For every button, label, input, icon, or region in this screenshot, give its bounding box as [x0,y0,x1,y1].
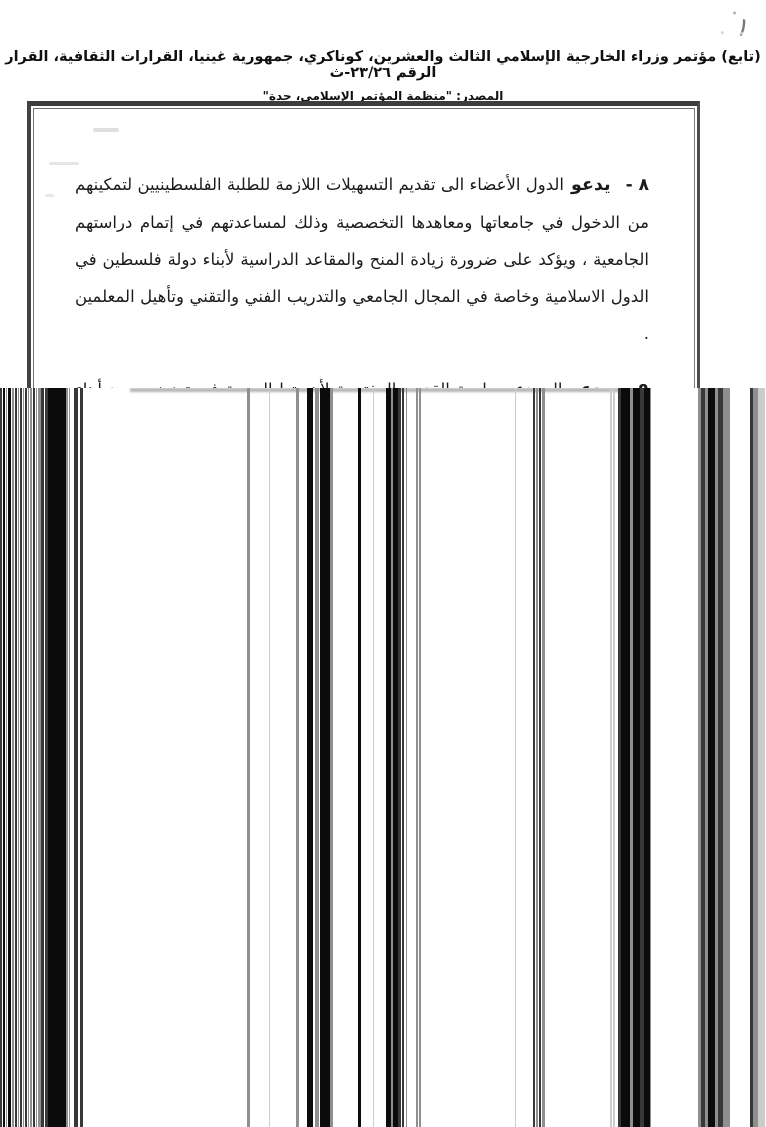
stripe [18,388,19,1127]
stripe [247,388,250,1127]
resolution-frame [27,101,700,400]
stripe [330,388,333,1127]
stripe [315,388,319,1127]
stripe [320,388,330,1127]
scan-corruption-stripes [0,388,766,1127]
stripe [12,388,14,1127]
stripe [6,388,7,1127]
stripe [80,388,83,1127]
stripe [3,388,5,1127]
stripe [8,388,11,1127]
stripe [30,388,32,1127]
stripe [406,388,407,1127]
stripe [373,388,374,1127]
stripe [0,388,2,1127]
stripe [41,388,44,1127]
stripe [633,388,640,1127]
stripe [74,388,78,1127]
stripe [542,388,545,1127]
stripe [763,388,765,1127]
stripe [307,388,313,1127]
paragraph-text: الدول الأعضاء الى تقديم التسهيلات اللازمة للطلبة الفلسطينيين لتمكينهم من الدخول في جامعاتها ومعاهدها التخصصية وذلك لمساعدتهم في إتمام دراستهم الجامعية ، ويؤكد على ضرورة زيادة المنح والمقاعد الدراسية لأبناء دولة فلسطين في الدول الاسلامية وخاصة في المجال الجامعي والتدريب الفني والتقني وتأهيل المعلمين . [75,175,649,343]
handwritten-page-number: ١ [719,5,766,51]
paragraph-number: ٨ - [625,175,649,195]
stripe [269,388,270,1127]
stripe [36,388,37,1127]
stripe [419,388,421,1127]
stripe [28,388,29,1127]
header-title-line: (تابع) مؤتمر وزراء الخارجية الإسلامي الثالث والعشرين، كوناكري، جمهورية غينيا، القرارات الثقافية، القرار الرقم ٢٣/٢٦-ث [5,49,761,81]
stripe [48,388,66,1127]
stripe [416,388,418,1127]
stripe [25,388,27,1127]
stripe [539,388,541,1127]
stripe [708,388,715,1127]
resolution-paragraph-8 [75,166,649,352]
paragraph-keyword: يدعو [570,175,611,195]
stripe [650,388,651,1127]
header-source-line: المصدر: "منظمة المؤتمر الإسلامي، جدة" [262,89,504,103]
document-header [0,49,766,103]
stripe [536,388,538,1127]
stripe [33,388,35,1127]
stripe [23,388,24,1127]
stripe [358,388,361,1127]
stripe [66,388,68,1127]
resolution-text-block [31,106,697,400]
stripe [20,388,22,1127]
stripe [69,388,70,1127]
stripe [402,388,404,1127]
stripe [621,388,630,1127]
stripe [15,388,17,1127]
stripe [723,388,730,1127]
stripe [515,388,516,1127]
stripe [610,388,612,1127]
stripe [296,388,299,1127]
stripe [533,388,535,1127]
stripe [613,388,615,1127]
stripe [398,388,401,1127]
